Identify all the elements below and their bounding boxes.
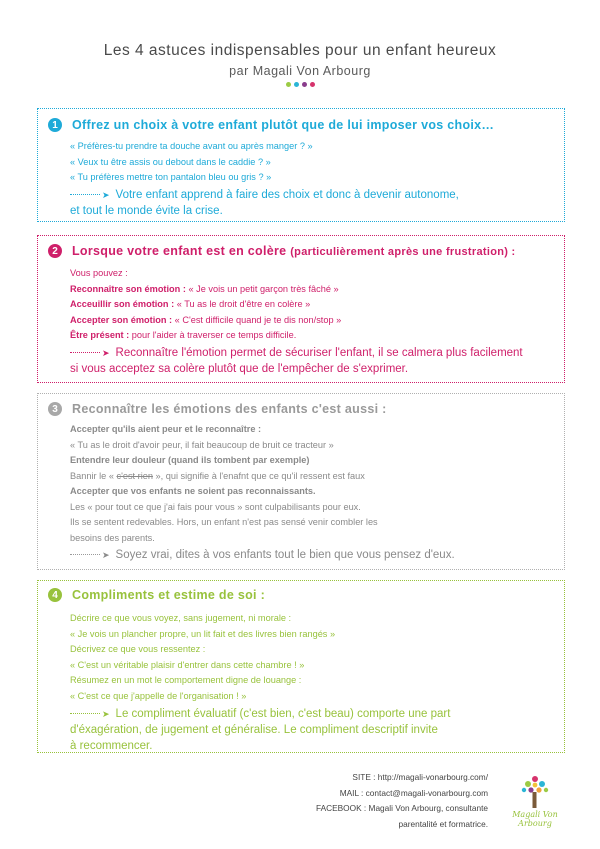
conclusion-line: Reconnaître l'émotion permet de sécuriser l'enfant, il se calmera plus facilement [115,347,523,359]
conclusion-line: Le compliment évaluatif (c'est bien, c'est beau) comporte une part [115,708,451,720]
section-2 [37,235,565,383]
decorative-dots [0,82,600,87]
conclusion-line: si vous acceptez sa colère plutôt que de l'empêcher de s'exprimer. [70,363,409,375]
section-title: Reconnaître les émotions des enfants c'est aussi : [72,402,387,416]
dot [310,82,315,87]
number-badge: 2 [48,244,62,258]
list-item: Accepter son émotion : « C'est difficile quand je te dis non/stop » [70,314,342,325]
list-item: « Préfères-tu prendre ta douche avant ou après manger ? » [70,141,313,151]
number-badge: 1 [48,118,62,132]
section-1-header [48,118,494,132]
conclusion-line: Soyez vrai, dites à vos enfants tout le bien que vous pensez d'eux. [115,549,455,561]
page-subtitle: par Magali Von Arbourg [229,64,371,78]
section-2-header [48,244,516,258]
dot [302,82,307,87]
list-item: « C'est un véritable plaisir d'entrer dans cette chambre ! » [70,659,305,670]
number-badge: 4 [48,588,62,602]
section-3 [37,393,565,570]
section-title [72,244,516,258]
list-item: Décrivez ce que vous ressentez : [70,644,206,654]
logo [495,770,575,826]
list-item: « Tu as le droit d'avoir peur, il fait beaucoup de bruit ce tracteur » [70,439,334,450]
list-item: Accepter qu'ils aient peur et le reconnaître : [70,424,262,434]
list-item: « Veux tu être assis ou debout dans le caddie ? » [70,156,271,167]
intro-line: Vous pouvez : [70,268,128,278]
conclusion-line: d'éxagération, de jugement et généralise. Le compliment descriptif invite [70,724,438,736]
list-item: « Tu préfères mettre ton pantalon bleu ou gris ? » [70,172,272,182]
list-item: « C'est ce que j'appelle de l'organisation ! » [70,690,247,701]
list-item: Résumez en un mot le comportement digne de louange : [70,675,302,685]
section-conclusion [70,345,523,377]
section-title: Offrez un choix à votre enfant plutôt que de lui imposer vos choix… [72,118,495,132]
page-title: Les 4 astuces indispensables pour un enfant heureux [103,42,497,59]
section-3-header [48,402,387,416]
section-conclusion [70,706,450,754]
list-item: Les « pour tout ce que j'ai fais pour vous » sont culpabilisants pour eux. [70,501,361,512]
footer-site[interactable]: SITE : http://magali-vonarbourg.com/ [352,772,488,782]
section-title-main: Lorsque votre enfant est en colère [72,244,287,258]
section-4 [37,580,565,753]
section-1 [37,108,565,222]
section-lines [70,139,313,186]
conclusion-line: Votre enfant apprend à faire des choix et donc à devenir autonome, [115,189,459,201]
list-item: « Je vois un plancher propre, un lit fait et des livres bien rangés » [70,628,336,639]
dot [294,82,299,87]
list-item: Reconnaître son émotion : « Je vois un petit garçon très fâché » [70,283,339,294]
arrow-right-icon: ➤ [102,709,110,719]
arrow-line [70,554,100,555]
list-item: besoins des parents. [70,532,155,543]
section-title-note: (particulièrement après une frustration) : [290,246,516,258]
section-conclusion [70,547,455,563]
footer-role: parentalité et formatrice. [398,818,488,829]
list-item: Accepter que vos enfants ne soient pas reconnaissants. [70,486,316,496]
list-item: Entendre leur douleur (quand ils tombent par exemple) [70,455,310,465]
dot [286,82,291,87]
list-item: Être présent : pour l'aider à traverser ce temps difficile. [70,330,297,340]
section-lines [70,266,341,344]
footer-facebook: FACEBOOK : Magali Von Arbourg, consultante [315,803,488,813]
list-item: Décrire ce que vous voyez, sans jugement, ni morale : [70,613,292,623]
arrow-line [70,713,100,714]
footer-mail[interactable]: MAIL : contact@magali-vonarbourg.com [339,787,488,798]
arrow-right-icon: ➤ [102,550,110,560]
section-4-header [48,588,265,602]
list-item: Bannir le « c'est rien », qui signifie à l'enafnt que ce qu'il ressent est faux [70,470,365,481]
section-conclusion [70,187,459,219]
arrow-line [70,194,100,195]
number-badge: 3 [48,402,62,416]
logo-text: Magali Von Arbourg [512,810,558,828]
conclusion-line: à recommencer. [70,740,153,752]
section-lines [70,422,378,546]
arrow-right-icon: ➤ [102,190,110,200]
list-item: Ils se sentent redevables. Hors, un enfant n'est pas sensé venir combler les [70,517,378,527]
section-title: Compliments et estime de soi : [72,588,266,602]
footer-contact [316,770,488,832]
arrow-line [70,352,100,353]
list-item: Acceuillir son émotion : « Tu as le droit d'être en colère » [70,299,311,309]
conclusion-line: et tout le monde évite la crise. [70,205,223,217]
section-lines [70,611,335,704]
arrow-right-icon: ➤ [102,348,110,358]
